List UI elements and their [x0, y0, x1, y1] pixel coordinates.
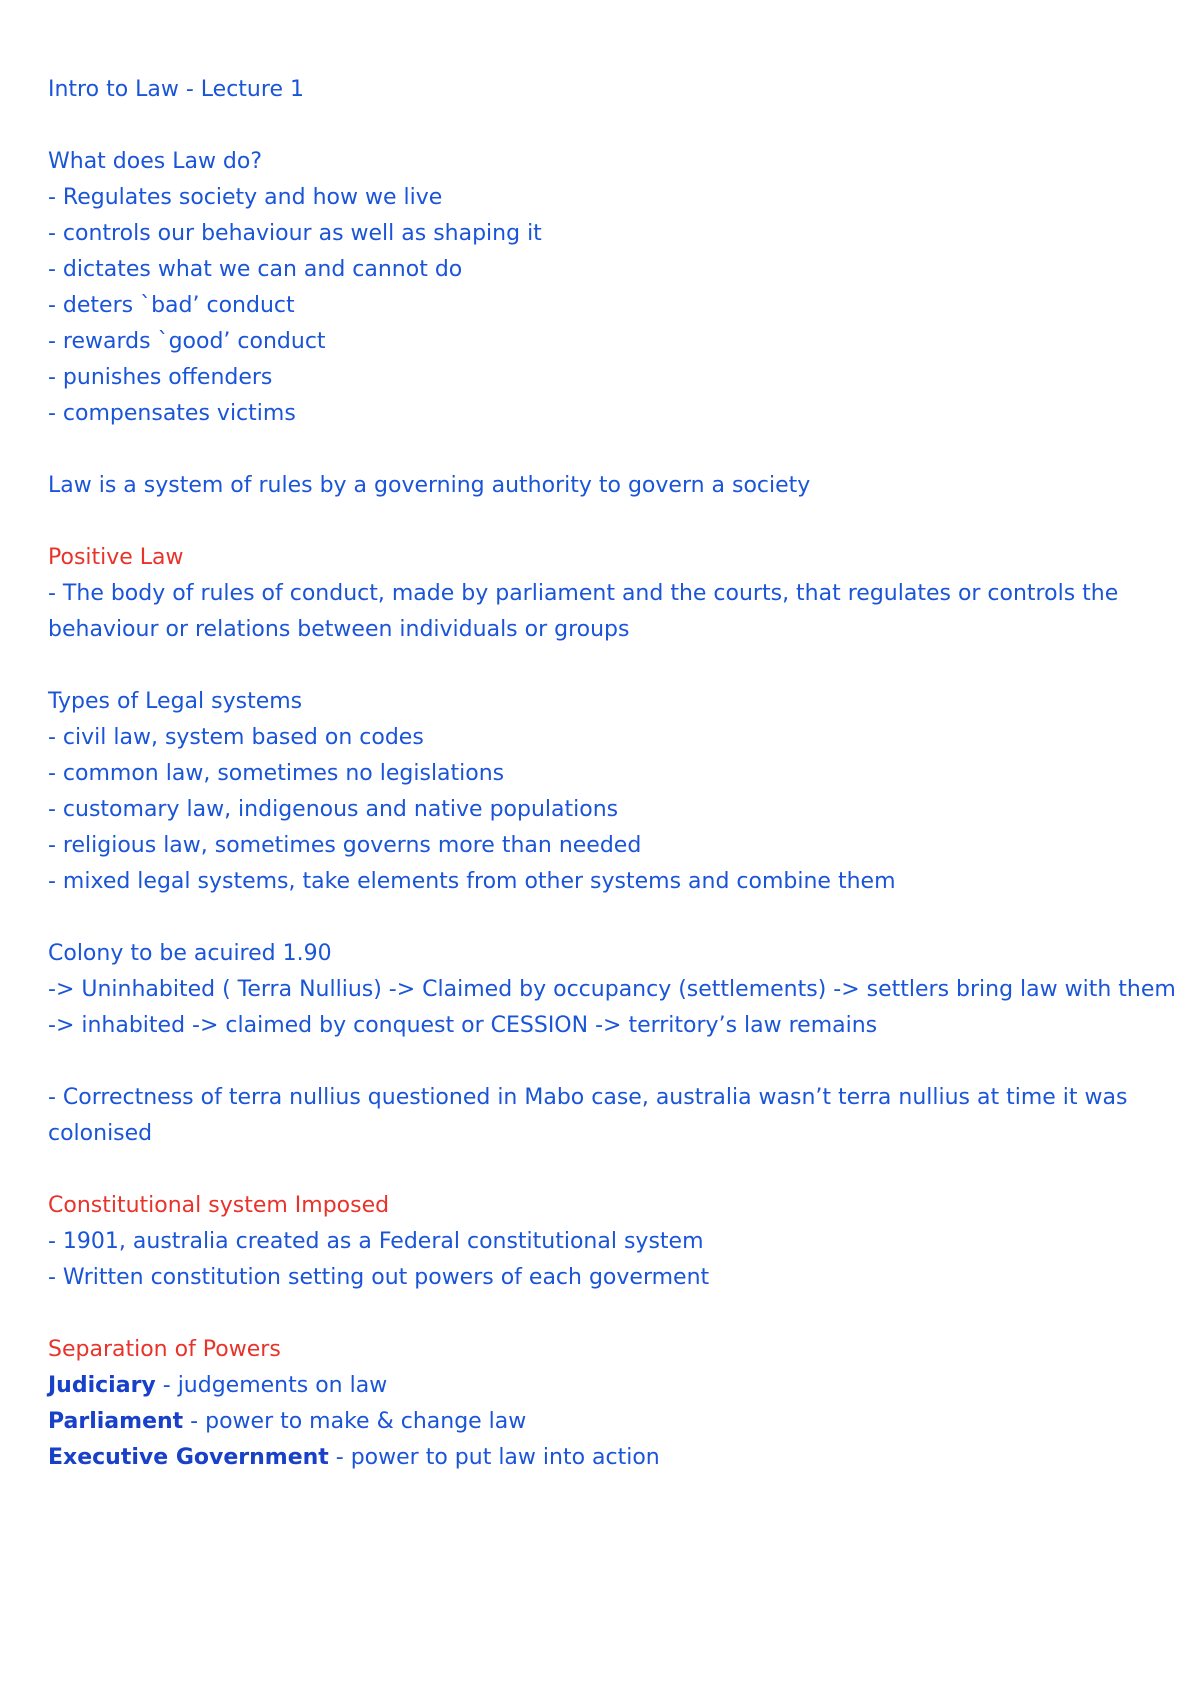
mabo-note: - Correctness of terra nullius questioned in Mabo case, australia wasn’t terra nullius at time it was colonised [48, 1085, 1128, 1146]
power-name: Parliament [48, 1409, 184, 1434]
spacer [48, 900, 1188, 936]
list-item: - 1901, australia created as a Federal constitutional system [48, 1229, 704, 1254]
list-item: - religious law, sometimes governs more than needed [48, 833, 642, 858]
list-item: - dictates what we can and cannot do [48, 257, 463, 282]
power-judiciary [48, 1368, 1188, 1404]
list-item: - Regulates society and how we live [48, 185, 443, 210]
list-item: - common law, sometimes no legislations [48, 761, 505, 786]
power-desc: - judgements on law [155, 1373, 388, 1398]
spacer [48, 1152, 1188, 1188]
power-parliament [48, 1404, 1188, 1440]
list-item: - deters `bad’ conduct [48, 293, 295, 318]
positive-law-heading: Positive Law [48, 545, 184, 570]
power-desc: - power to put law into action [328, 1445, 660, 1470]
list-item: - Written constitution setting out powers of each goverment [48, 1265, 710, 1290]
power-executive [48, 1440, 1188, 1476]
spacer [48, 648, 1188, 684]
list-item: - rewards `good’ conduct [48, 329, 326, 354]
positive-law-text: - The body of rules of conduct, made by parliament and the courts, that regulates or controls the behaviour or relations between individuals or groups [48, 581, 1119, 642]
spacer [48, 432, 1188, 468]
spacer [48, 1044, 1188, 1080]
list-item: - civil law, system based on codes [48, 725, 424, 750]
list-item: - punishes offenders [48, 365, 273, 390]
colony-inhabited: -> inhabited -> claimed by conquest or CESSION -> territory’s law remains [48, 1013, 878, 1038]
lecture-notes [48, 72, 1188, 1476]
list-item: - compensates victims [48, 401, 296, 426]
spacer [48, 1296, 1188, 1332]
spacer [48, 108, 1188, 144]
list-item: - controls our behaviour as well as shaping it [48, 221, 542, 246]
colony-heading: Colony to be acuired 1.90 [48, 941, 332, 966]
list-item: - customary law, indigenous and native populations [48, 797, 619, 822]
power-desc: - power to make & change law [183, 1409, 527, 1434]
legal-systems-heading: Types of Legal systems [48, 689, 303, 714]
list-item: - mixed legal systems, take elements from other systems and combine them [48, 869, 896, 894]
page-title: Intro to Law - Lecture 1 [48, 77, 304, 102]
constitutional-heading: Constitutional system Imposed [48, 1193, 390, 1218]
power-name: Judiciary [48, 1373, 156, 1398]
separation-heading: Separation of Powers [48, 1337, 281, 1362]
power-name: Executive Government [48, 1445, 329, 1470]
law-definition: Law is a system of rules by a governing authority to govern a society [48, 473, 811, 498]
colony-uninhabited: -> Uninhabited ( Terra Nullius) -> Claimed by occupancy (settlements) -> settlers bring law with them [48, 977, 1176, 1002]
spacer [48, 504, 1188, 540]
law-do-heading: What does Law do? [48, 149, 263, 174]
